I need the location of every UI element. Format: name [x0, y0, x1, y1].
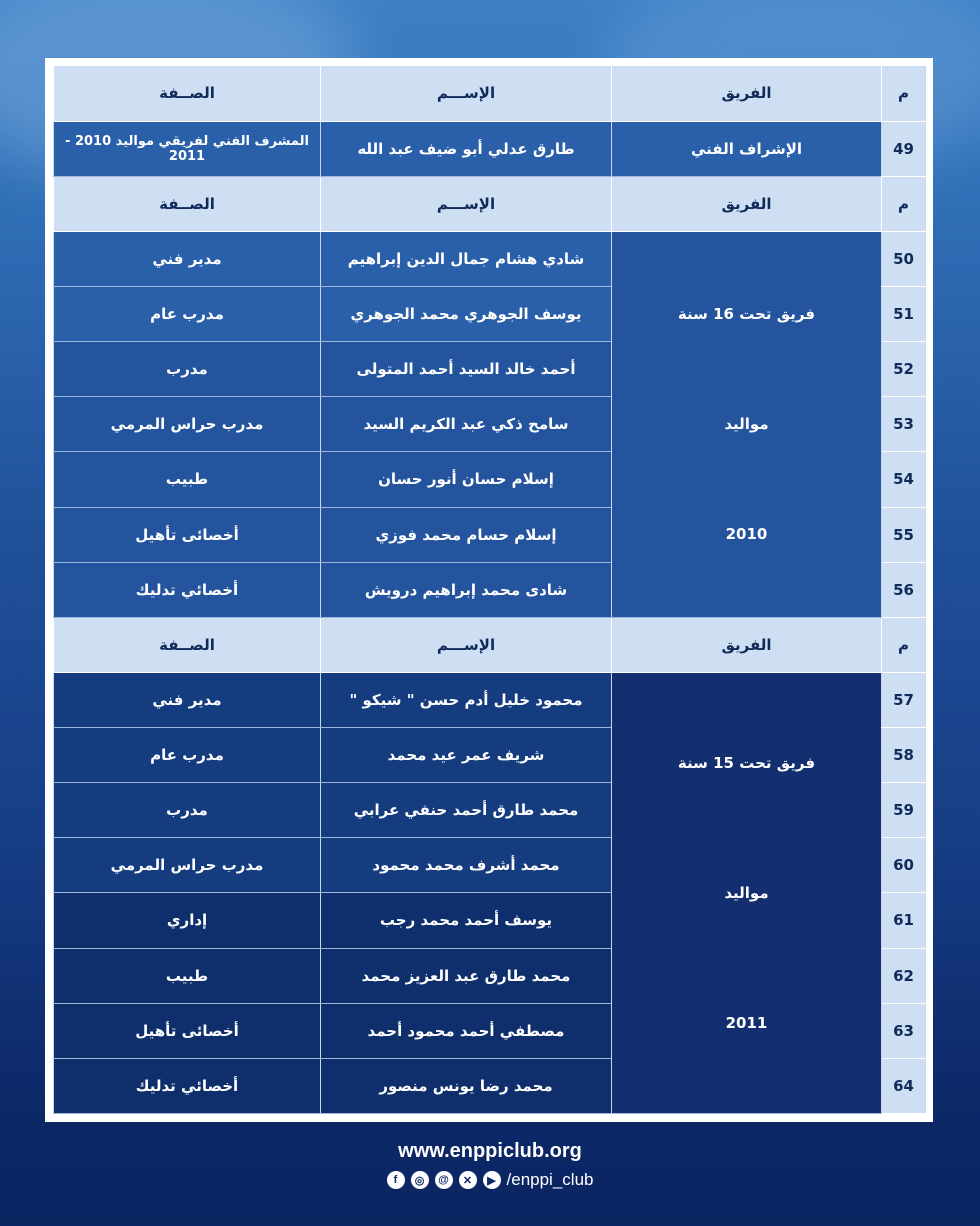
row-name: يوسف الجوهري محمد الجوهري — [321, 287, 612, 342]
staff-table-frame — [45, 58, 933, 1122]
table-row — [54, 672, 926, 727]
x-icon[interactable]: ✕ — [459, 1171, 477, 1189]
row-num: 64 — [882, 1058, 926, 1113]
row-role: أخصائى تأهيل — [54, 1003, 321, 1058]
row-name: محمد أشرف محمد محمود — [321, 838, 612, 893]
row-name: سامح ذكي عبد الكريم السيد — [321, 397, 612, 452]
header-role: الصــفة — [54, 66, 321, 121]
team-line: فريق تحت 15 سنة — [677, 753, 816, 772]
header-num: م — [882, 66, 926, 121]
row-name: محمود خليل أدم حسن " شيكو " — [321, 672, 612, 727]
row-role: مدرب عام — [54, 728, 321, 783]
team-line: فريق تحت 16 سنة — [677, 305, 816, 324]
row-num: 63 — [882, 1003, 926, 1058]
header-name: الإســـم — [321, 66, 612, 121]
row-role: أخصائي تدليك — [54, 562, 321, 617]
row-num: 61 — [882, 893, 926, 948]
row-name: محمد طارق عبد العزيز محمد — [321, 948, 612, 1003]
row-role: أخصائى تأهيل — [54, 507, 321, 562]
website-url[interactable]: www.enppiclub.org — [398, 1140, 582, 1162]
row-role: أخصائي تدليك — [54, 1058, 321, 1113]
header-team: الفريق — [612, 617, 882, 672]
row-name: مصطفي أحمد محمود أحمد — [321, 1003, 612, 1058]
header-name: الإســـم — [321, 176, 612, 231]
youtube-icon[interactable]: ▶ — [483, 1171, 501, 1189]
row-num: 52 — [882, 342, 926, 397]
row-role: مدرب حراس المرمي — [54, 838, 321, 893]
table-row — [54, 231, 926, 286]
row-role: مدرب عام — [54, 287, 321, 342]
header-role: الصــفة — [54, 176, 321, 231]
row-num: 54 — [882, 452, 926, 507]
row-num: 59 — [882, 783, 926, 838]
row-name: أحمد خالد السيد أحمد المتولى — [321, 342, 612, 397]
row-name: شادي هشام جمال الدين إبراهيم — [321, 231, 612, 286]
row-role: المشرف الفني لفريقي مواليد 2010 - 2011 — [54, 121, 321, 176]
row-name: محمد طارق أحمد حنفي عرابي — [321, 783, 612, 838]
row-name: محمد رضا يونس منصور — [321, 1058, 612, 1113]
row-num: 51 — [882, 287, 926, 342]
team-line: مواليد — [724, 883, 769, 902]
row-team: الإشراف الفني — [612, 121, 882, 176]
row-name: إسلام حسان أنور حسان — [321, 452, 612, 507]
header-team: الفريق — [612, 176, 882, 231]
row-num: 53 — [882, 397, 926, 452]
facebook-icon[interactable]: f — [387, 1171, 405, 1189]
row-name: شادى محمد إبراهيم درويش — [321, 562, 612, 617]
header-num: م — [882, 617, 926, 672]
row-num: 62 — [882, 948, 926, 1003]
table-header-row — [54, 617, 926, 672]
header-num: م — [882, 176, 926, 231]
team-line: 2011 — [725, 1013, 768, 1032]
row-role: إداري — [54, 893, 321, 948]
row-role: مدير فني — [54, 231, 321, 286]
staff-table — [53, 66, 926, 1114]
table-header-row — [54, 176, 926, 231]
row-num: 55 — [882, 507, 926, 562]
row-num: 49 — [882, 121, 926, 176]
row-num: 60 — [882, 838, 926, 893]
team-line: 2010 — [725, 525, 768, 544]
row-name: شريف عمر عيد محمد — [321, 728, 612, 783]
social-links — [0, 1170, 980, 1190]
row-name: يوسف أحمد محمد رجب — [321, 893, 612, 948]
row-num: 57 — [882, 672, 926, 727]
table-header-row — [54, 66, 926, 121]
header-role: الصــفة — [54, 617, 321, 672]
team-cell-u15 — [612, 672, 882, 1113]
row-role: طبيب — [54, 948, 321, 1003]
instagram-icon[interactable]: ◎ — [411, 1171, 429, 1189]
row-num: 50 — [882, 231, 926, 286]
team-cell-u16 — [612, 231, 882, 617]
row-role: مدرب — [54, 342, 321, 397]
row-role: مدرب — [54, 783, 321, 838]
row-role: طبيب — [54, 452, 321, 507]
row-name: طارق عدلي أبو ضيف عبد الله — [321, 121, 612, 176]
row-num: 56 — [882, 562, 926, 617]
social-handle[interactable]: /enppi_club — [506, 1170, 594, 1189]
row-num: 58 — [882, 728, 926, 783]
team-line: مواليد — [724, 415, 769, 434]
header-name: الإســـم — [321, 617, 612, 672]
row-role: مدرب حراس المرمي — [54, 397, 321, 452]
header-team: الفريق — [612, 66, 882, 121]
row-name: إسلام حسام محمد فوزي — [321, 507, 612, 562]
row-role: مدير فني — [54, 672, 321, 727]
table-row — [54, 121, 926, 176]
threads-icon[interactable]: @ — [435, 1171, 453, 1189]
